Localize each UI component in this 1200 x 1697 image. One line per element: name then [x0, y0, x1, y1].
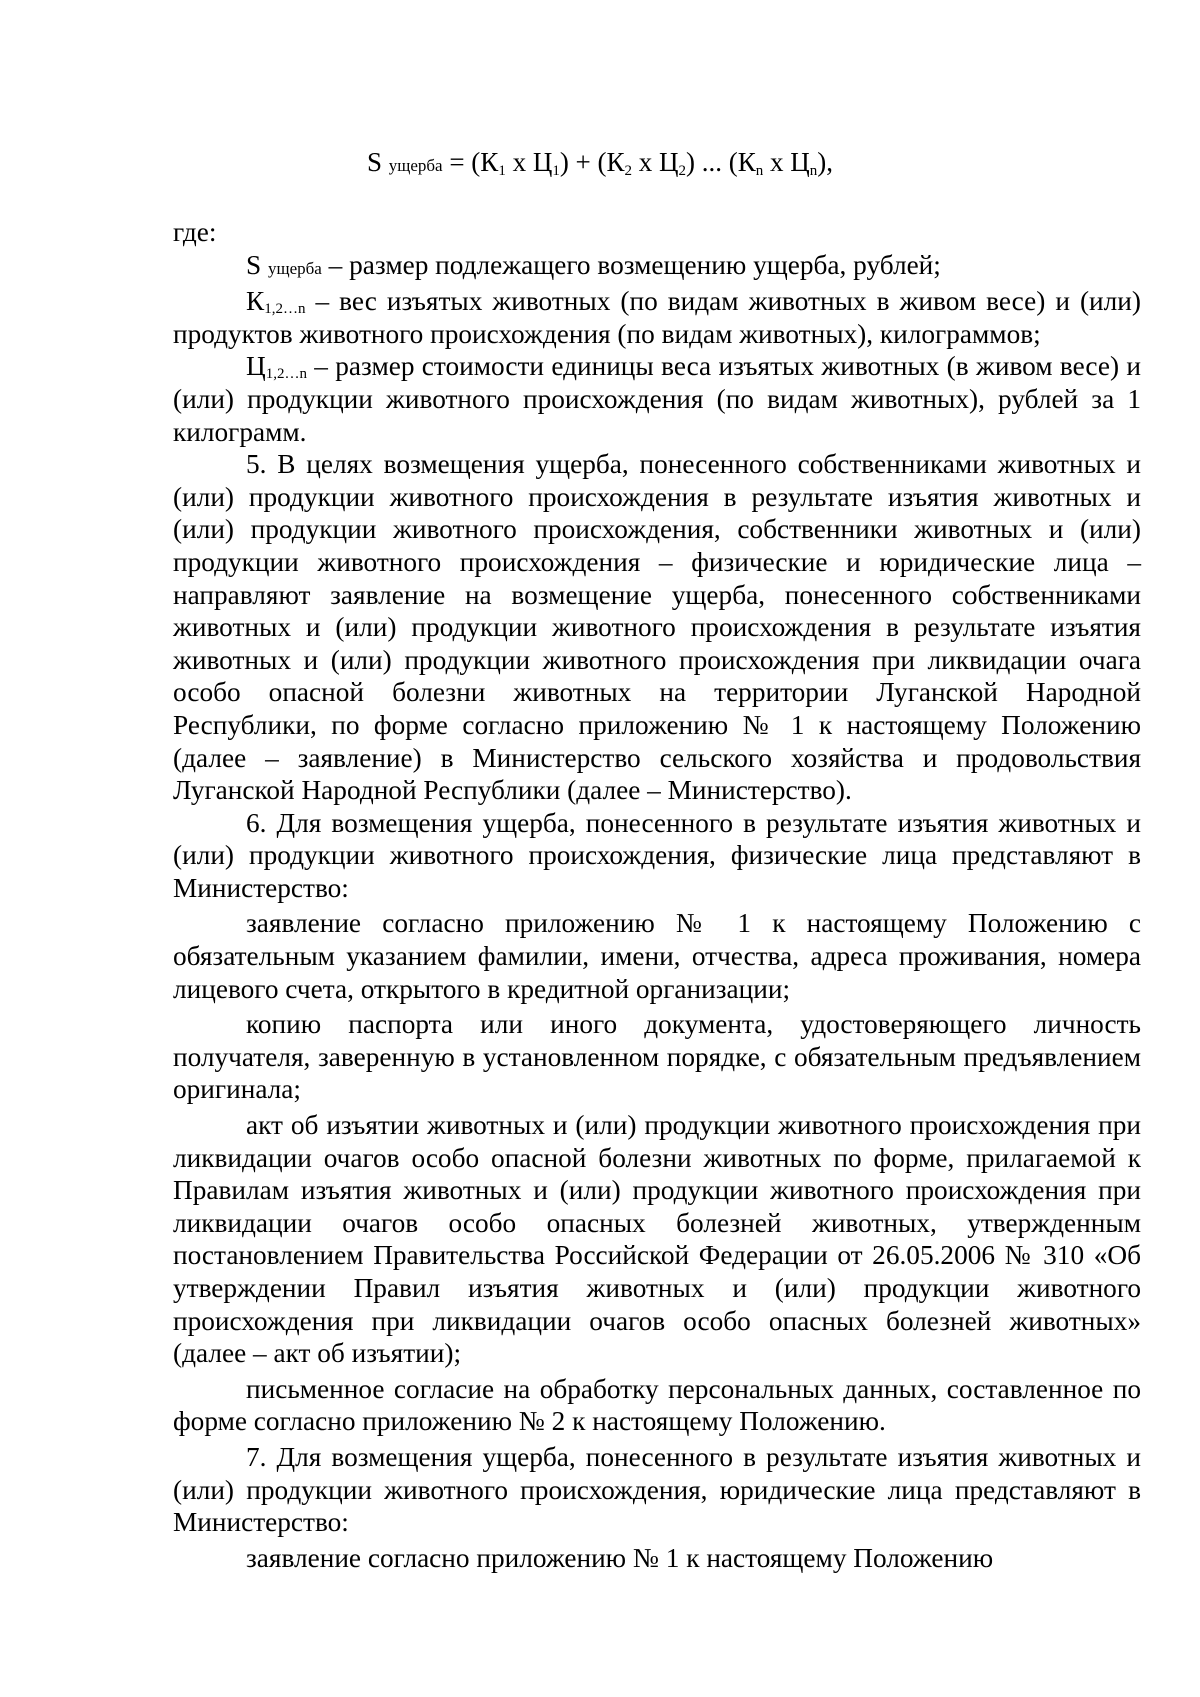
damage-formula: [0, 146, 1200, 178]
formula-sub: 1: [498, 163, 506, 179]
paragraph-5: 5. В целях возмещения ущерба, понесенного собственниками животных и (или) продукции животного происхождения в результате изъятия животных и (или) продукции животного происхождения, собственники животных и (или) продукции животного происхождения – физические и юридические лица – направляют заявление на возмещение ущерба, понесенного собственниками животных и (или) продукции животного происхождения в результате изъятия животных и (или) продукции животного происхождения при ликвидации очага особо опасной болезни животных на территории Луганской Народной Республики, по форме согласно приложению № 1 к настоящему Положению (далее – заявление) в Министерство сельского хозяйства и продовольствия Луганской Народной Республики (далее – Министерство).: [173, 449, 1141, 806]
def-text: – размер стоимости единицы веса изъятых животных (в живом весе) и (или) продукции животного происхождения (по видам животных), рублей за 1 килограмм.: [173, 351, 1141, 447]
def-text: – вес изъятых животных (по видам животных в живом весе) и (или) продуктов животного происхождения (по видам животных), килограммов;: [173, 286, 1141, 349]
def-subscript: 1,2…n: [265, 366, 307, 383]
formula-sub: n: [755, 163, 764, 179]
paragraph-7: 7. Для возмещения ущерба, понесенного в результате изъятия животных и (или) продукции животного происхождения, юридические лица представляют в Министерство:: [173, 1441, 1141, 1538]
formula-sub: 2: [624, 163, 633, 179]
paragraph-6-item-passport: копию паспорта или иного документа, удостоверяющего личность получателя, заверенную в установленном порядке, с обязательным предъявлением оригинала;: [173, 1009, 1141, 1105]
definition-k: [173, 285, 1141, 350]
document-body: [173, 216, 1141, 1574]
definition-s: [173, 249, 1141, 286]
formula-sub: n: [809, 163, 818, 179]
formula-part: х Ц: [763, 147, 810, 177]
formula-part: х Ц: [505, 147, 553, 177]
where-label: где:: [173, 217, 217, 247]
paragraph-6-item-act: акт об изъятии животных и (или) продукции животного происхождения при ликвидации очагов особо опасной болезни животных по форме, прилагаемой к Правилам изъятия животных и (или) продукции животного происхождения при ликвидации очагов особо опасных болезней животных, утвержденным постановлением Правительства Российской Федерации от 26.05.2006 № 310 «Об утверждении Правил изъятия животных и (или) продукции животного происхождения при ликвидации очагов особо опасных болезней животных» (далее – акт об изъятии);: [173, 1110, 1141, 1369]
paragraph-6-item-consent: письменное согласие на обработку персональных данных, составленное по форме согласно приложению № 2 к настоящему Положению.: [173, 1373, 1141, 1437]
paragraph-7-item-application: заявление согласно приложению № 1 к настоящему Положению: [246, 1542, 994, 1573]
def-subscript: ущерба: [268, 258, 322, 278]
def-symbol: S: [246, 249, 262, 280]
def-symbol: К: [246, 286, 265, 317]
def-text: – размер подлежащего возмещению ущерба, рублей;: [321, 249, 941, 280]
formula-part: х Ц: [632, 147, 679, 177]
formula-part: ),: [817, 147, 834, 177]
def-subscript: 1,2…n: [264, 301, 306, 318]
paragraph-6: 6. Для возмещения ущерба, понесенного в результате изъятия животных и (или) продукции животного происхождения, физические лица представляют в Министерство:: [173, 807, 1141, 903]
def-symbol: Ц: [246, 351, 266, 382]
formula-part: ) ... (К: [686, 147, 756, 177]
formula-s: S: [366, 147, 382, 177]
formula-s-sub: ущерба: [388, 156, 443, 175]
formula-sub: 2: [678, 163, 687, 179]
definition-c: [173, 350, 1141, 448]
paragraph-6-item-application: заявление согласно приложению № 1 к настоящему Положению с обязательным указанием фамилии, имени, отчества, адреса проживания, номера лицевого счета, открытого в кредитной организации;: [173, 908, 1141, 1004]
formula-sub: 1: [552, 163, 560, 179]
formula-part: ) + (К: [559, 147, 625, 177]
formula-part: = (К: [442, 147, 499, 177]
